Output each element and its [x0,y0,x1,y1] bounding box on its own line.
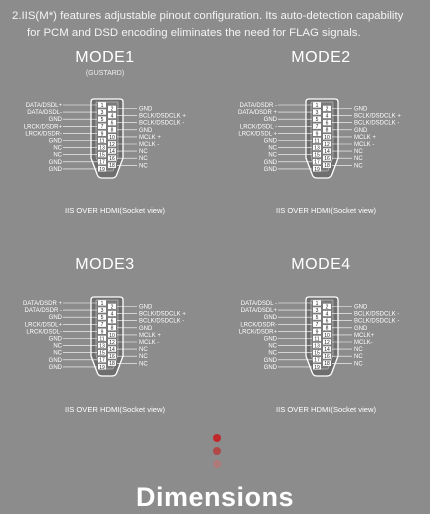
pin-number: 7 [100,124,104,131]
pin-label: GND [263,357,277,364]
pin-number: 1 [100,300,104,307]
mode4-pinout-diagram [215,294,430,384]
pin-label: GND [48,336,62,343]
pin-number: 7 [315,124,319,131]
pin-label: LRCK/DSDR+ [238,329,277,336]
mode1-title: MODE1 [75,49,135,66]
pin-number: 18 [324,163,330,170]
pin-label: DATA/DSDL+ [240,308,277,315]
pin-number: 1 [315,300,319,307]
pin-label: GND [139,325,153,332]
pin-number: 8 [325,127,329,134]
pin-number: 6 [110,318,114,325]
pin-number: 13 [99,145,105,152]
pin-number: 11 [99,336,105,343]
pin-label: GND [354,304,368,311]
pin-number: 12 [324,339,330,346]
mode2-pinout-diagram [215,96,430,186]
pin-label: GND [263,159,277,166]
pin-label: MCLK- [354,340,373,346]
pin-label: BCLK/DSDCLK + [354,113,401,120]
pin-number: 18 [109,361,115,368]
pin-number: 4 [110,311,114,318]
pin-label: GND [354,127,368,134]
pin-number: 19 [314,166,320,173]
pin-label: DATA/DSDL- [27,110,62,117]
pin-label: BCLK/DSDCLK + [139,113,186,120]
mode1-subtitle: (GUSTARD) [85,70,125,77]
pin-number: 19 [314,364,320,371]
pin-number: 17 [314,357,320,364]
pin-label: GND [139,304,153,311]
pin-number: 14 [324,149,330,155]
pin-label: GND [48,117,62,124]
pin-label: BCLK/DSDCLK - [139,318,185,325]
pin-number: 5 [315,117,319,124]
pin-number: 5 [100,315,104,322]
pin-label: NC [354,347,363,354]
pin-number: 7 [100,322,104,329]
pin-label: GND [263,336,277,343]
pin-label: DATA/DSDR + [23,301,62,307]
pin-number: 11 [99,138,105,145]
pin-number: 8 [110,325,114,332]
pin-label: NC [354,361,363,368]
pin-number: 15 [99,350,105,357]
pin-label: GND [48,315,62,322]
pin-label: NC [53,145,62,152]
pin-number: 2 [110,304,114,311]
pin-label: NC [354,354,363,361]
pin-label: GND [263,138,277,145]
pin-number: 14 [324,347,330,353]
pin-label: MCLK - [354,142,375,148]
pin-number: 7 [315,322,319,329]
pin-label: DATA/DSDR + [238,110,277,117]
pin-number: 5 [315,315,319,322]
mode4-title: MODE4 [291,256,351,273]
pin-label: NC [139,347,148,354]
pin-label: GND [48,364,62,371]
pin-label: MCLK - [139,142,160,148]
pin-label: NC [268,145,277,152]
pin-number: 4 [325,311,329,318]
pin-label: GND [48,166,62,173]
pin-label: GND [139,106,153,113]
pin-label: BCLK/DSDCLK - [354,120,400,127]
pin-label: NC [268,152,277,159]
pin-label: DATA/DSDR - [24,308,62,315]
pin-label: NC [354,149,363,156]
pin-number: 13 [314,343,320,350]
pin-label: NC [53,350,62,357]
pin-number: 16 [324,156,330,163]
pin-label: BCLK/DSDCLK - [354,318,400,325]
pin-label: NC [139,361,148,368]
pin-label: GND [354,325,368,332]
pin-number: 18 [109,163,115,170]
pin-label: NC [268,350,277,357]
pin-label: BCLK/DSDCLK + [139,311,186,318]
mode2-title: MODE2 [291,49,351,66]
pin-label: LRCK/DSDL - [239,124,277,131]
pin-number: 12 [324,141,330,148]
pin-number: 14 [109,347,115,353]
pin-label: GND [139,127,153,134]
pin-label: LRCK/DSDR- [25,131,62,138]
pin-number: 13 [99,343,105,350]
pin-label: NC [139,163,148,170]
pin-number: 3 [315,308,319,314]
section-title-dimensions: Dimensions [135,482,295,512]
pin-label: GND [354,106,368,113]
pin-number: 6 [325,318,329,325]
pin-number: 10 [109,332,115,339]
pin-number: 17 [99,357,105,364]
pin-number: 11 [314,138,320,145]
pin-number: 1 [315,102,319,109]
pin-number: 10 [324,332,330,339]
pin-label: NC [53,152,62,159]
page-dot-3[interactable] [213,460,221,468]
intro-line-2: for PCM and DSD encoding eliminates the need for FLAG signals. [27,27,361,39]
page-dot-1[interactable] [213,434,221,442]
pin-number: 14 [109,149,115,155]
pin-number: 15 [314,152,320,159]
mode2-caption: IIS OVER HDMI(Socket view) [275,206,376,215]
pin-label: DATA/DSDL+ [25,103,62,109]
pin-number: 2 [325,304,329,311]
pin-label: GND [48,159,62,166]
pin-number: 19 [99,364,105,371]
pin-number: 16 [324,354,330,361]
pin-number: 3 [315,110,319,116]
pin-label: GND [263,117,277,124]
pin-label: MCLK - [139,340,160,346]
pin-label: DATA/DSDL - [240,301,277,307]
pin-label: LRCK/DSDL + [238,131,277,138]
pin-number: 4 [110,113,114,120]
pin-label: LRCK/DSDL- [26,329,62,336]
pin-label: LRCK/DSDR+ [23,124,62,131]
mode3-caption: IIS OVER HDMI(Socket view) [64,405,165,414]
pin-label: BCLK/DSDCLK - [139,120,185,127]
pin-number: 8 [110,127,114,134]
pin-number: 6 [325,120,329,127]
pin-label: MCLK+ [354,332,375,339]
mode1-caption: IIS OVER HDMI(Socket view) [64,206,165,215]
pin-label: NC [139,156,148,163]
pin-number: 4 [325,113,329,120]
pin-number: 3 [100,110,104,116]
pin-number: 11 [314,336,320,343]
page-dot-2[interactable] [213,447,221,455]
pin-number: 3 [100,308,104,314]
mode3-pinout-diagram [0,294,215,384]
mode3-title: MODE3 [75,256,135,273]
pin-number: 15 [314,350,320,357]
pin-number: 10 [324,134,330,141]
pin-number: 16 [109,354,115,361]
pin-number: 9 [315,131,319,138]
pin-label: LRCK/DSDL+ [24,322,62,329]
pin-label: GND [48,138,62,145]
pin-number: 9 [100,131,104,138]
pin-number: 13 [314,145,320,152]
pin-number: 17 [99,159,105,166]
pin-label: NC [354,163,363,170]
pin-label: BCLK/DSDCLK - [354,311,400,318]
pin-label: NC [139,149,148,156]
pin-label: GND [48,357,62,364]
pin-number: 10 [109,134,115,141]
intro-text [12,8,422,42]
pin-number: 18 [324,361,330,368]
pin-number: 2 [325,106,329,113]
mode1-pinout-diagram [0,96,215,186]
pin-label: GND [263,315,277,322]
mode4-caption: IIS OVER HDMI(Socket view) [275,405,376,414]
pin-label: GND [263,364,277,371]
pin-number: 16 [109,156,115,163]
pin-number: 8 [325,325,329,332]
pin-label: LRCK/DSDR- [240,322,277,329]
pin-number: 17 [314,159,320,166]
pin-label: MCLK + [354,134,376,141]
pin-number: 1 [100,102,104,109]
pin-label: MCLK + [139,332,161,339]
pin-label: DATA/DSDR - [239,103,277,109]
intro-line-1: 2.IIS(M*) features adjustable pinout configuration. Its auto-detection capability [12,10,404,22]
pin-number: 19 [99,166,105,173]
pin-label: MCLK + [139,134,161,141]
pin-number: 12 [109,141,115,148]
pin-label: GND [263,166,277,173]
pin-label: NC [53,343,62,350]
pin-number: 15 [99,152,105,159]
pin-number: 9 [315,329,319,336]
pin-number: 5 [100,117,104,124]
pin-label: NC [354,156,363,163]
pin-label: NC [139,354,148,361]
pin-number: 2 [110,106,114,113]
pin-number: 6 [110,120,114,127]
pin-number: 9 [100,329,104,336]
pin-number: 12 [109,339,115,346]
pin-label: NC [268,343,277,350]
